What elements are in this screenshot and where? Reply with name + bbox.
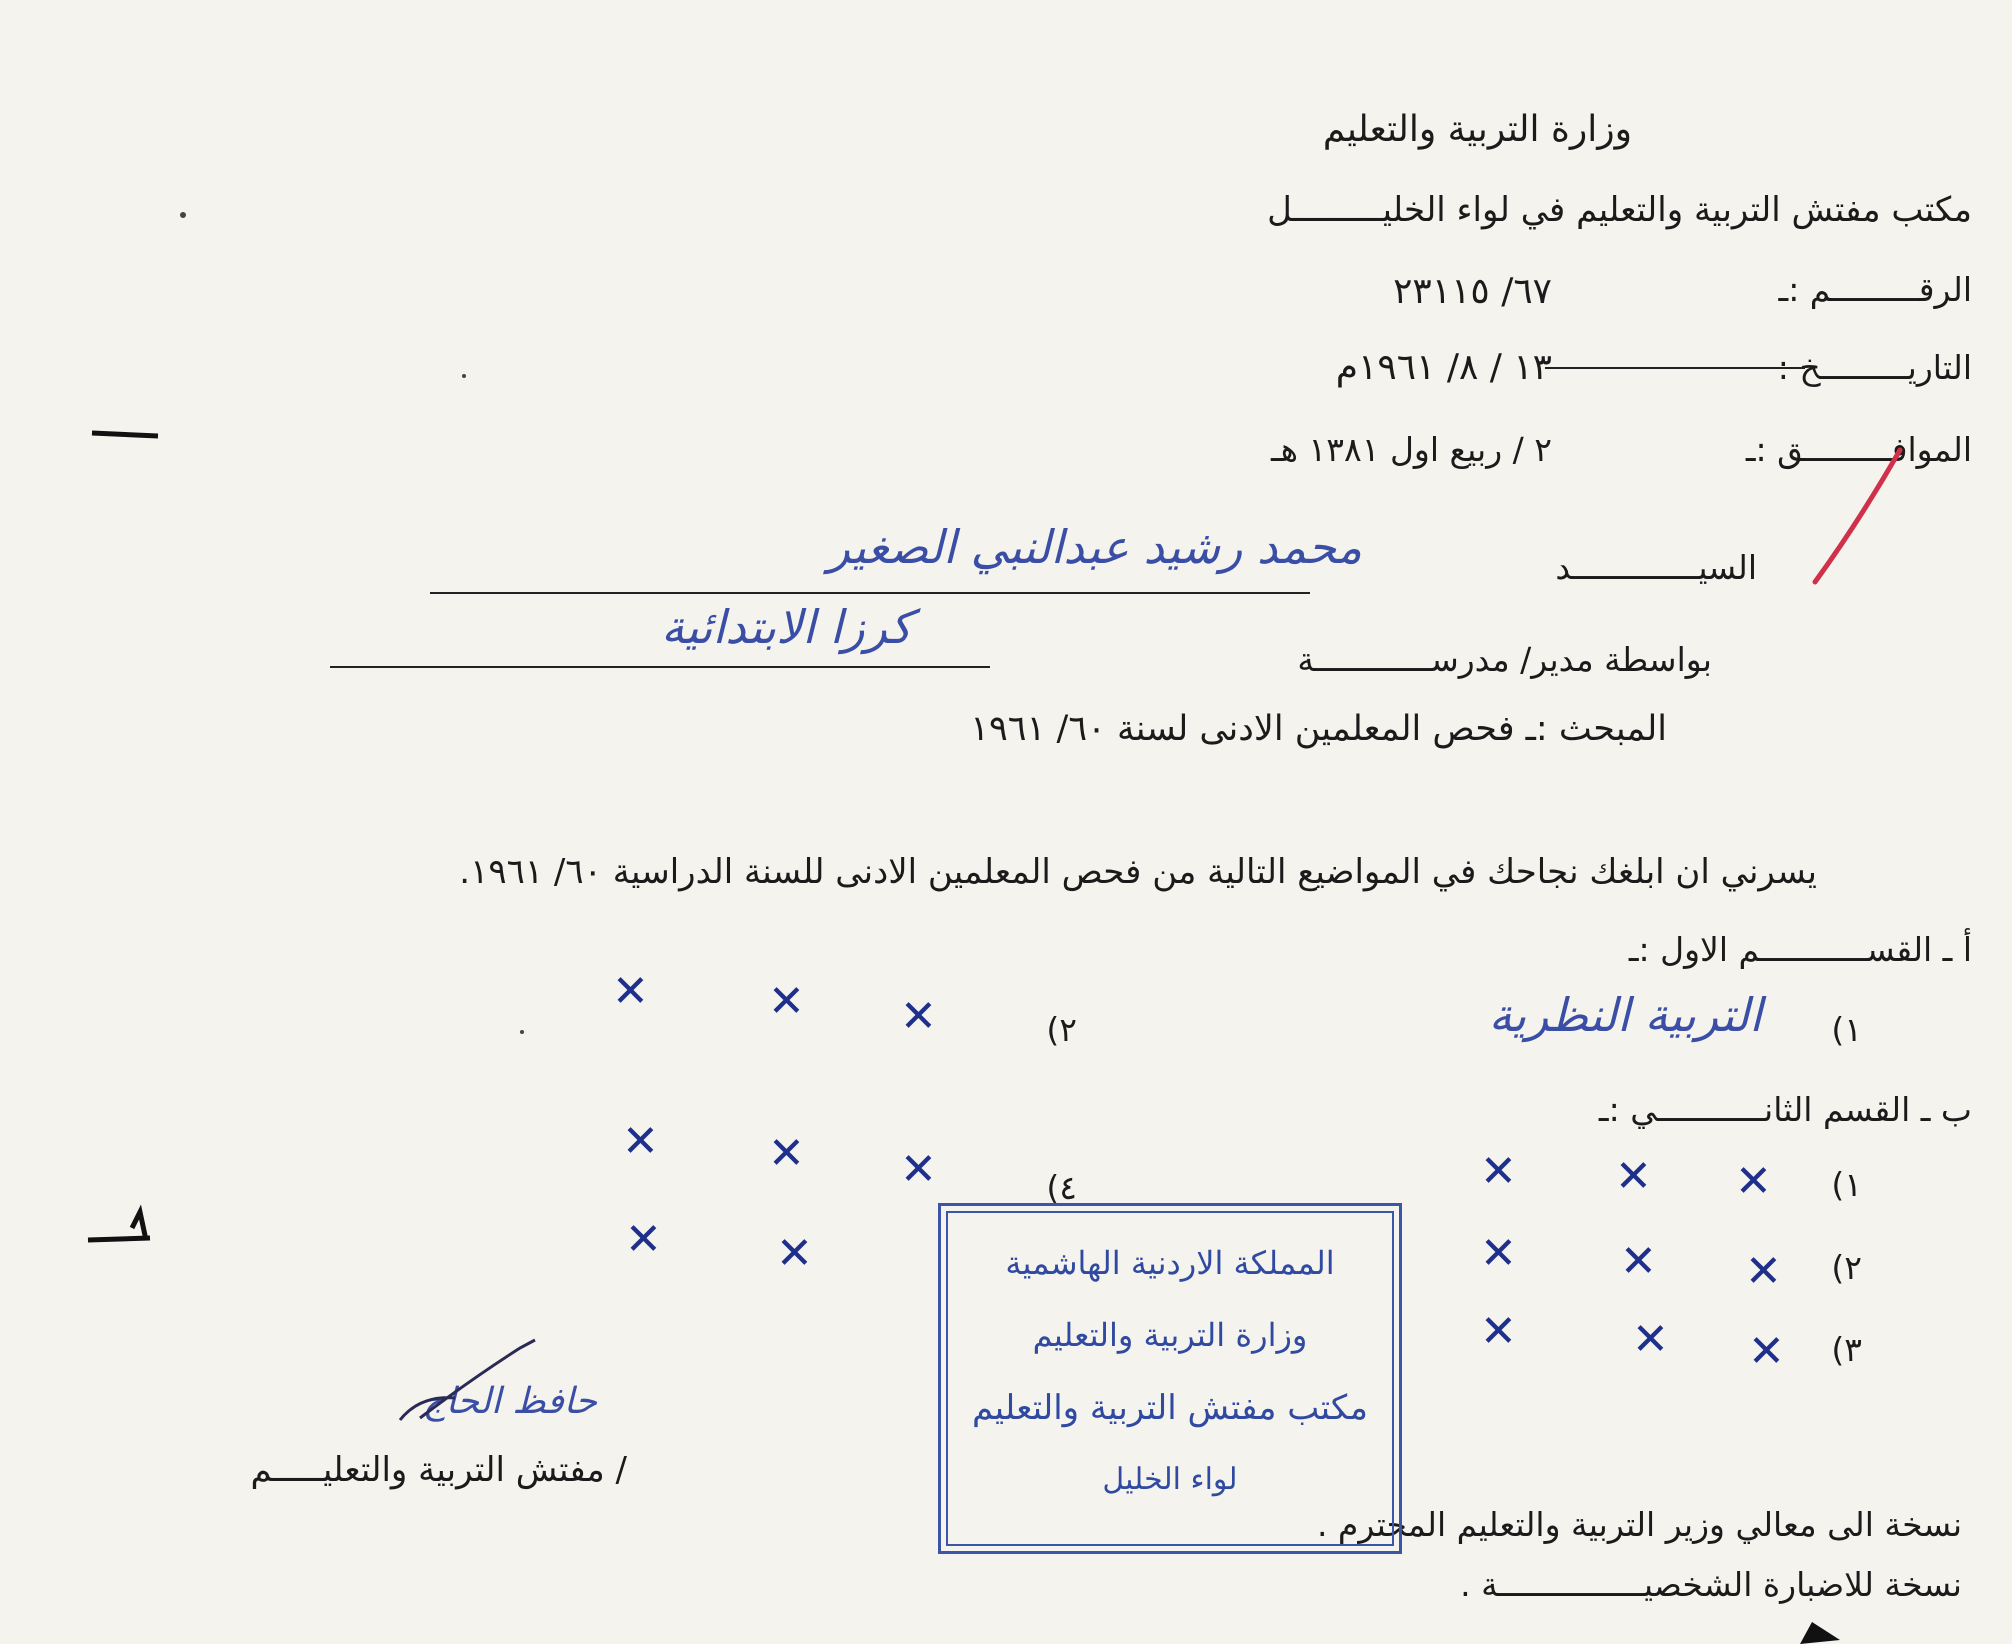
cross-mark: ✕ <box>900 1144 937 1195</box>
via-label: بواسطة مدير/ مدرســــــــــــة <box>1297 640 1712 679</box>
ministry-title: وزارة التربية والتعليم <box>1322 109 1632 150</box>
cross-mark: ✕ <box>1632 1314 1669 1365</box>
hijri-date-value: ٢ / ربيع اول ١٣٨١ هـ <box>1270 430 1552 469</box>
cross-mark: ✕ <box>1748 1326 1785 1377</box>
cross-mark: ✕ <box>625 1214 662 1265</box>
cross-mark: ✕ <box>776 1228 813 1279</box>
addressee-name-handwritten: محمد رشيد عبدالنبي الصغير <box>827 520 1362 574</box>
paper-speck <box>462 374 466 378</box>
signature-handwritten: حافظ الحاج <box>422 1381 597 1422</box>
office-line: مكتب مفتش التربية والتعليم في لواء الخليـــــــــل <box>1267 190 1972 230</box>
section-b-item1-number: ١) <box>1831 1165 1862 1204</box>
cross-mark: ✕ <box>768 1128 805 1179</box>
subject-line: المبحث :ـ فحص المعلمين الادنى لسنة ٦٠/ ١٩٦١ <box>970 709 1667 749</box>
red-check-stroke <box>1815 450 1900 582</box>
section-a-item1-handwritten: التربية النظرية <box>1488 988 1762 1042</box>
section-a-item2-number: ٢) <box>1046 1010 1077 1049</box>
section-a-item1-number: ١) <box>1831 1010 1862 1049</box>
cross-mark: ✕ <box>622 1116 659 1167</box>
stamp-line-office: مكتب مفتش التربية والتعليم <box>972 1388 1368 1428</box>
cross-mark: ✕ <box>900 991 937 1042</box>
date-value: ١٣ / ٨/ ١٩٦١م <box>1335 347 1552 388</box>
paper-speck <box>520 1030 524 1034</box>
date-label: التاريـــــــــخ : <box>1777 348 1972 387</box>
stamp-line-kingdom: المملكة الاردنية الهاشمية <box>1005 1244 1335 1282</box>
section-b-item3-number: ٣) <box>1831 1330 1862 1369</box>
cross-mark: ✕ <box>1480 1306 1517 1357</box>
copy-line-minister: نسخة الى معالي وزير التربية والتعليم المحترم . <box>1316 1505 1962 1544</box>
body-paragraph: يسرني ان ابلغك نجاحك في المواضيع التالية من فحص المعلمين الادنى للسنة الدراسية ٦٠/ ١٩٦١. <box>459 852 1817 892</box>
cross-mark: ✕ <box>612 966 649 1017</box>
addressee-label: السيـــــــــــــد <box>1555 548 1757 587</box>
cross-mark: ✕ <box>768 976 805 1027</box>
binder-mark-top <box>92 433 158 436</box>
stamp-line-district: لواء الخليل <box>1102 1462 1238 1497</box>
reference-number: ٦٧/ ٢٣١١٥ <box>1393 271 1552 312</box>
cross-mark: ✕ <box>1620 1236 1657 1287</box>
cross-mark: ✕ <box>1615 1151 1652 1202</box>
section-b-item4-number: ٤) <box>1046 1168 1077 1207</box>
stamp-line-ministry: وزارة التربية والتعليم <box>1032 1316 1308 1354</box>
cross-mark: ✕ <box>1480 1228 1517 1279</box>
section-a-heading: أ ـ القســـــــــــم الاول :ـ <box>1628 930 1972 969</box>
cross-mark: ✕ <box>1480 1146 1517 1197</box>
section-b-item2-number: ٢) <box>1831 1248 1862 1287</box>
cross-mark: ✕ <box>1735 1156 1772 1207</box>
school-name-handwritten: كرزا الابتدائية <box>661 600 912 654</box>
cross-mark: ✕ <box>1745 1246 1782 1297</box>
hijri-date-label: الموافـــــــــق :ـ <box>1745 430 1972 469</box>
paper-speck <box>180 212 186 218</box>
corner-arrow-mark <box>1800 1622 1840 1644</box>
signature-title: / مفتش التربية والتعليـــــم <box>250 1450 627 1490</box>
signature-flourish <box>400 1340 535 1420</box>
copy-line-personal-file: نسخة للاضبارة الشخصيـــــــــــــــة . <box>1460 1565 1962 1604</box>
binder-mark-middle <box>88 1212 150 1240</box>
section-b-heading: ب ـ القسم الثانـــــــــــي :ـ <box>1598 1090 1972 1129</box>
reference-label: الرقـــــــــم :ـ <box>1778 270 1972 309</box>
